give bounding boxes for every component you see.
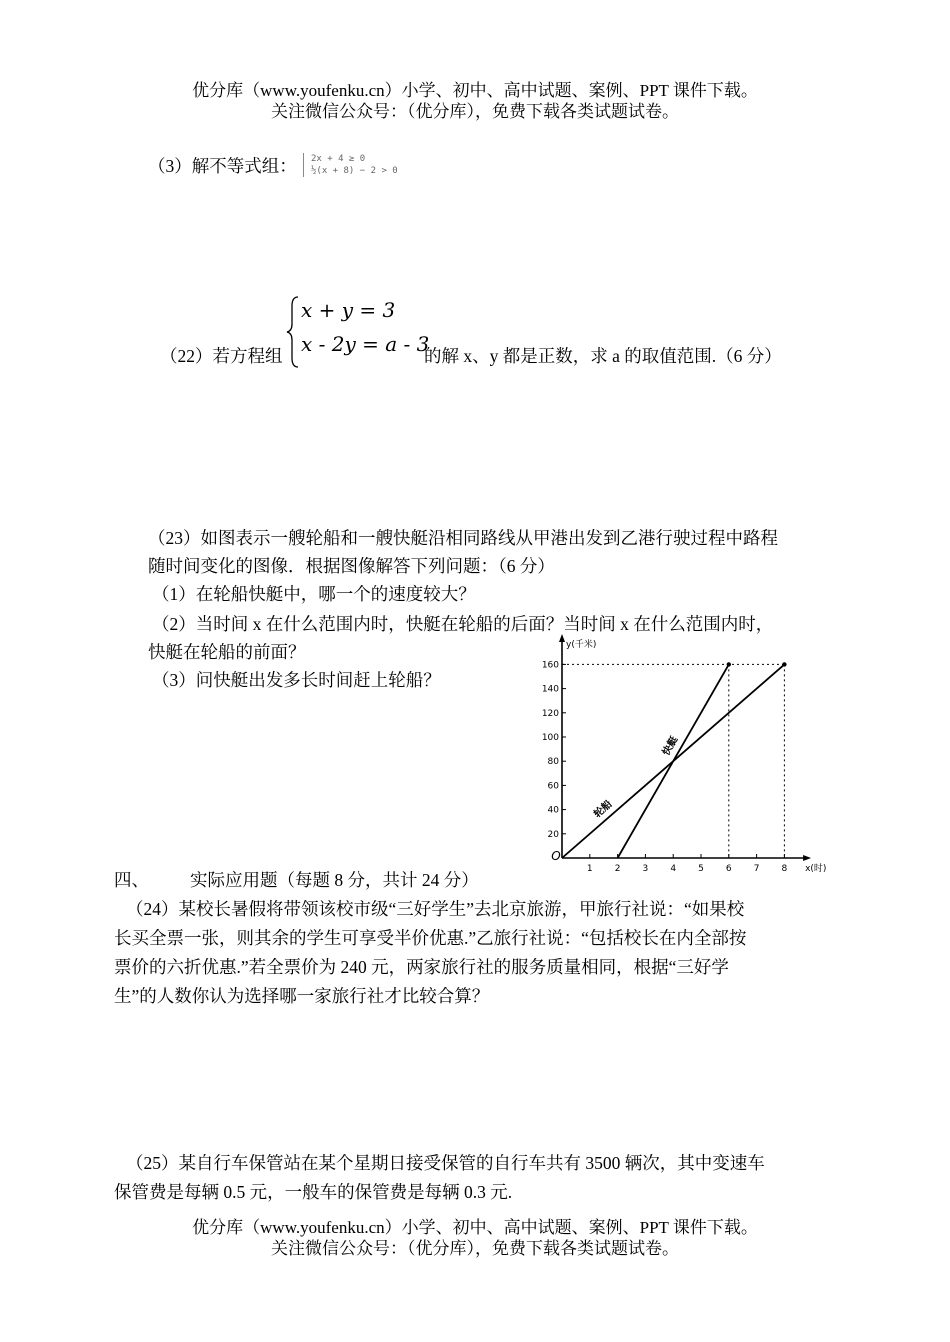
footer-line-2: 关注微信公众号：（优分库），免费下载各类试题试卷。 xyxy=(271,1239,679,1258)
q3-system-line2: ½(x + 8) − 2 > 0 xyxy=(311,166,398,176)
y-tick-label: 120 xyxy=(541,708,559,719)
y-tick-label: 80 xyxy=(547,757,559,768)
x-tick-label: 8 xyxy=(781,864,788,874)
q22-suffix: 的解 x、y 都是正数，求 a 的取值范围.（6 分） xyxy=(424,346,782,366)
q22-equation-2: x - 2y = a - 3 xyxy=(301,332,430,356)
series-label: 轮船 xyxy=(592,798,615,821)
left-brace-icon xyxy=(285,294,301,370)
y-tick-label: 40 xyxy=(547,805,559,816)
brace-icon xyxy=(303,153,307,177)
x-tick-label: 4 xyxy=(670,864,677,874)
series-endpoint xyxy=(727,662,731,666)
q23-line-2: 随时间变化的图像．根据图像解答下列问题：（6 分） xyxy=(148,556,555,576)
x-tick-label: 7 xyxy=(753,864,760,874)
origin-label: O xyxy=(551,849,561,863)
x-tick-label: 3 xyxy=(642,864,649,874)
header-line-2: 关注微信公众号：（优分库），免费下载各类试题试卷。 xyxy=(271,102,679,121)
x-tick-label: 6 xyxy=(725,864,732,874)
y-axis-arrow-icon xyxy=(559,634,565,642)
y-tick-label: 100 xyxy=(541,733,559,743)
series-endpoint xyxy=(782,662,786,666)
y-tick-label: 60 xyxy=(547,781,559,792)
y-tick-label: 20 xyxy=(547,829,559,840)
y-axis-label: y(千米) xyxy=(566,640,597,650)
x-tick-label: 1 xyxy=(586,864,593,874)
q24-line-2: 长买全票一张，则其余的学生可享受半价优惠.”乙旅行社说：“包括校长在内全部按 xyxy=(114,928,747,948)
x-tick-label: 2 xyxy=(614,864,621,874)
q23-line-1: （23）如图表示一艘轮船和一艘快艇沿相同路线从甲港出发到乙港行驶过程中路程 xyxy=(148,528,778,548)
x-tick-label: 5 xyxy=(698,864,704,874)
q22-prefix: （22）若方程组 xyxy=(160,346,283,366)
q24-line-4: 生”的人数你认为选择哪一家旅行社才比较合算？ xyxy=(114,986,490,1006)
series-line-speedboat xyxy=(618,664,729,858)
q24-line-1: （24）某校长暑假将带领该校市级“三好学生”去北京旅游，甲旅行社说：“如果校 xyxy=(126,899,745,919)
section4-title: 实际应用题（每题 8 分，共计 24 分） xyxy=(190,870,479,890)
distance-time-chart xyxy=(530,632,827,884)
q3-system-line1: 2x + 4 ≥ 0 xyxy=(311,154,366,164)
q3-label: （3）解不等式组： xyxy=(148,156,297,176)
header-line-1: 优分库（www.youfenku.cn）小学、初中、高中试题、案例、PPT 课件下载。 xyxy=(192,81,758,100)
y-tick-label: 160 xyxy=(541,660,559,671)
footer-line-1: 优分库（www.youfenku.cn）小学、初中、高中试题、案例、PPT 课件下载。 xyxy=(192,1218,758,1237)
q23-sub-1: （1）在轮船快艇中，哪一个的速度较大？ xyxy=(152,584,476,604)
section4-number: 四、 xyxy=(114,870,149,890)
x-axis-label: x(时) xyxy=(805,864,827,874)
q22-equation-1: x + y = 3 xyxy=(301,298,396,322)
q25-line-2: 保管费是每辆 0.5 元，一般车的保管费是每辆 0.3 元. xyxy=(114,1182,513,1202)
series-label: 快艇 xyxy=(660,734,681,758)
q23-sub-2b: 快艇在轮船的前面？ xyxy=(148,642,306,662)
q24-line-3: 票价的六折优惠.”若全票价为 240 元，两家旅行社的服务质量相同，根据“三好学 xyxy=(114,957,729,977)
y-tick-label: 140 xyxy=(541,684,559,695)
x-axis-arrow-icon xyxy=(803,855,811,861)
q23-sub-2a: （2）当时间 x 在什么范围内时，快艇在轮船的后面？当时间 x 在什么范围内时， xyxy=(152,614,774,634)
q22-equation-system xyxy=(285,294,430,370)
q25-line-1: （25）某自行车保管站在某个星期日接受保管的自行车共有 3500 辆次，其中变速车 xyxy=(126,1153,765,1173)
q23-sub-3: （3）问快艇出发多长时间赶上轮船？ xyxy=(152,670,441,690)
